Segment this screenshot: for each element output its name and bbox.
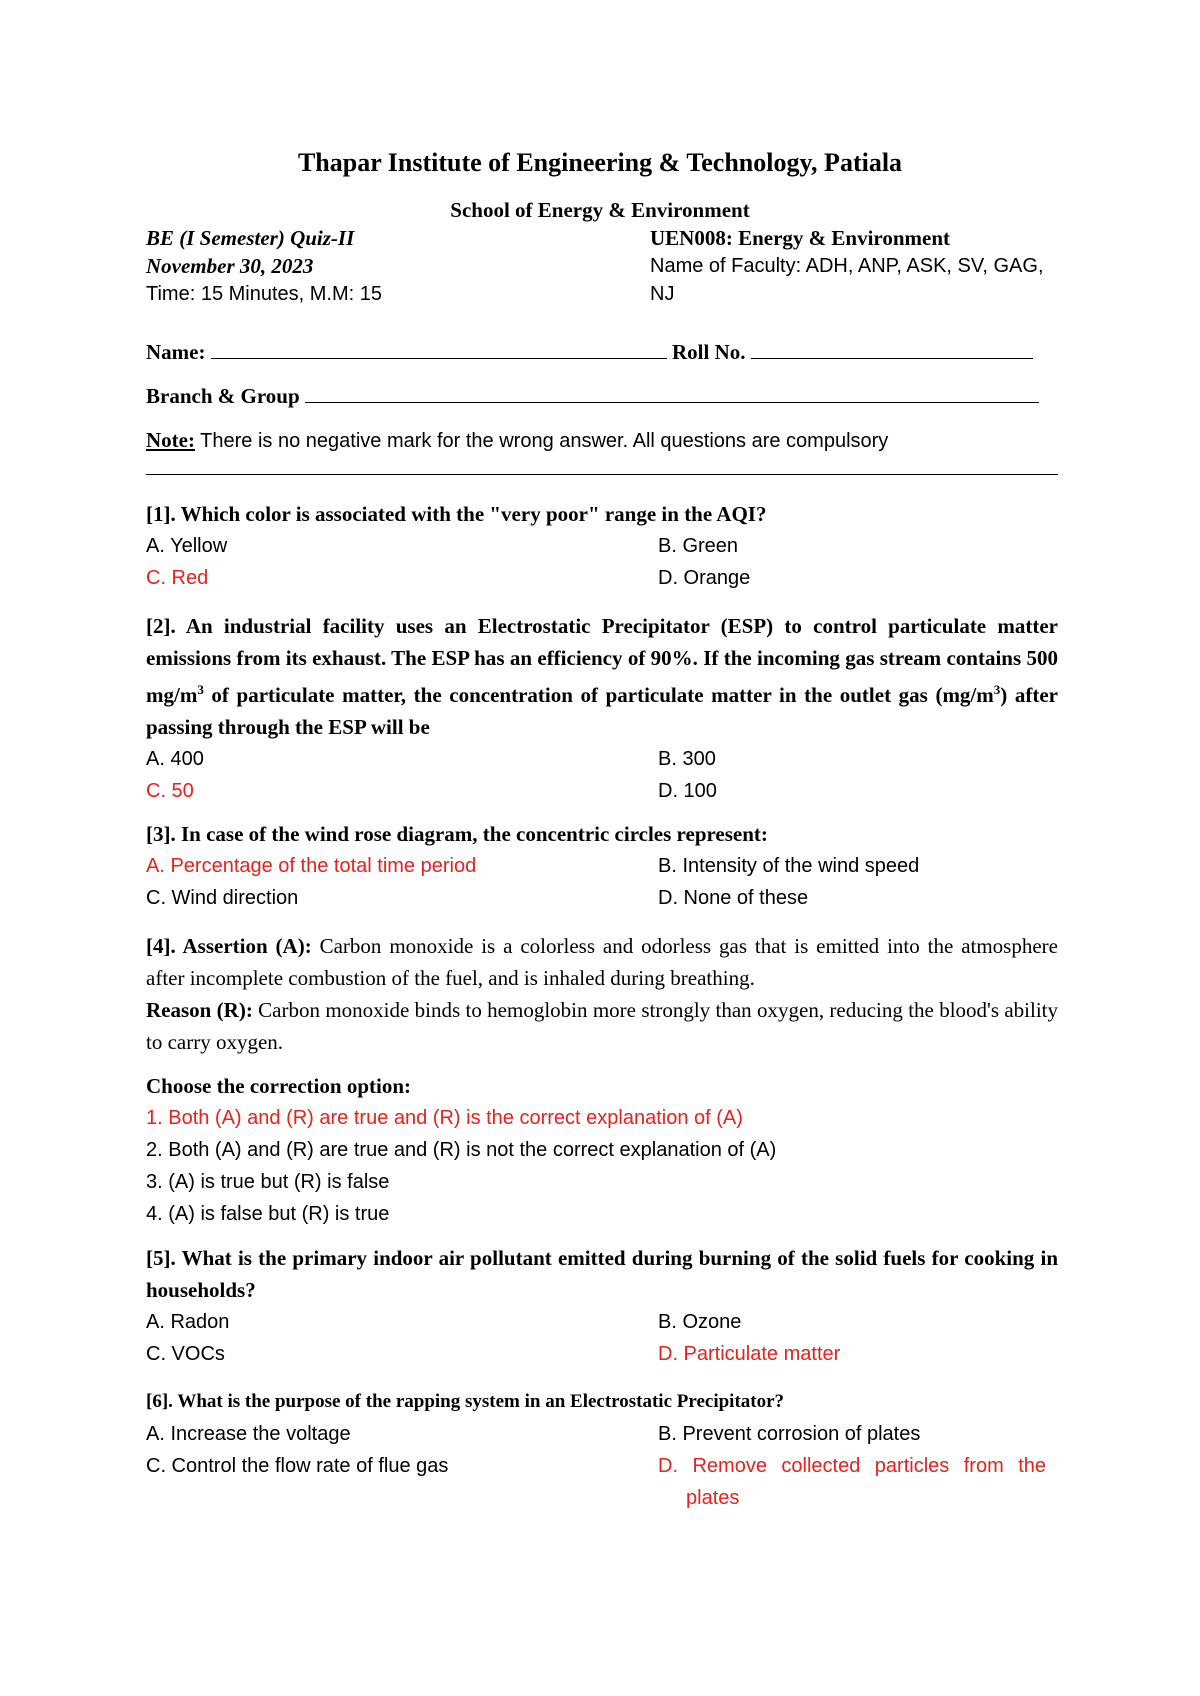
option-b[interactable]: B. Green [658, 535, 739, 557]
option-d[interactable]: D. Orange [658, 567, 751, 589]
branch-blank[interactable] [305, 382, 1039, 403]
faculty-names: Name of Faculty: ADH, ANP, ASK, SV, GAG, NJ [650, 255, 1044, 305]
note-label: Note: [146, 428, 195, 452]
choose-label: Choose the correction option: [146, 1074, 411, 1098]
option-c[interactable]: C. Control the flow rate of flue gas [146, 1455, 449, 1477]
option-c[interactable]: C. VOCs [146, 1343, 225, 1365]
assertion: [4]. Assertion (A): Carbon monoxide is a colorless and odorless gas that is emitted into the atmosphere after incomplete combustion of the fuel, and is inhaled during breathing. [146, 934, 1058, 990]
question-1 [146, 498, 1058, 594]
option-2[interactable]: 2. Both (A) and (R) are true and (R) is not the correct explanation of (A) [146, 1139, 777, 1161]
options [146, 1102, 1058, 1230]
question-stem: [1]. Which color is associated with the "very poor" range in the AQI? [146, 502, 767, 526]
option-a[interactable]: A. Yellow [146, 535, 228, 557]
option-a[interactable]: A. Radon [146, 1311, 230, 1333]
branch-label: Branch & Group [146, 384, 300, 408]
time-marks: Time: 15 Minutes, M.M: 15 [146, 283, 382, 305]
exam-date: November 30, 2023 [146, 254, 314, 278]
course-level: BE (I Semester) Quiz-II [146, 226, 355, 250]
option-b[interactable]: B. Prevent corrosion of plates [658, 1423, 921, 1445]
options [146, 850, 1058, 914]
separator-line [146, 474, 1058, 475]
option-d-answer[interactable]: D. Remove collected particles from the plates [658, 1455, 1046, 1509]
name-label: Name: [146, 340, 206, 364]
option-b[interactable]: B. Ozone [658, 1311, 742, 1333]
roll-label: Roll No. [671, 340, 746, 364]
question-2 [146, 610, 1058, 807]
option-c-answer[interactable]: C. 50 [146, 780, 194, 802]
header-left [146, 224, 626, 308]
school-name: School of Energy & Environment [450, 198, 750, 222]
options [146, 530, 1058, 594]
roll-blank[interactable] [751, 338, 1033, 359]
question-stem: [2]. An industrial facility uses an Electrostatic Precipitator (ESP) to control particulate matter emissions from its exhaust. The ESP has an efficiency of 90%. If the incoming gas stream contains 500 $mg/m^3$ of particulate matter, the concentration of particulate matter in the outlet gas $(mg/m^3)$ after passing through the ESP will be [146, 614, 1058, 739]
option-d[interactable]: D. 100 [658, 780, 717, 802]
option-a-answer[interactable]: A. Percentage of the total time period [146, 855, 477, 877]
question-3 [146, 818, 1058, 914]
reason: Reason (R): Carbon monoxide binds to hemoglobin more strongly than oxygen, reducing the blood's ability to carry oxygen. [146, 998, 1058, 1054]
question-stem: [6]. What is the purpose of the rapping system in an Electrostatic Precipitator? [146, 1391, 785, 1412]
question-stem: [5]. What is the primary indoor air pollutant emitted during burning of the solid fuels for cooking in households? [146, 1246, 1058, 1302]
question-6 [146, 1386, 1058, 1514]
note-row [146, 426, 1058, 455]
institute-title: Thapar Institute of Engineering & Technology, Patiala [297, 148, 903, 177]
option-d-answer[interactable]: D. Particulate matter [658, 1343, 841, 1365]
option-d[interactable]: D. None of these [658, 887, 809, 909]
option-a[interactable]: A. Increase the voltage [146, 1423, 351, 1445]
option-3[interactable]: 3. (A) is true but (R) is false [146, 1171, 390, 1193]
option-1-answer[interactable]: 1. Both (A) and (R) are true and (R) is the correct explanation of (A) [146, 1107, 743, 1129]
option-a[interactable]: A. 400 [146, 748, 204, 770]
question-4 [146, 930, 1058, 1230]
option-c-answer[interactable]: C. Red [146, 567, 209, 589]
course-code: UEN008: Energy & Environment [650, 226, 951, 250]
question-5 [146, 1242, 1058, 1370]
options [146, 1306, 1058, 1370]
branch-row [146, 382, 1058, 410]
name-blank[interactable] [211, 338, 667, 359]
question-stem: [3]. In case of the wind rose diagram, the concentric circles represent: [146, 822, 768, 846]
options [146, 1418, 1058, 1514]
header-right [650, 224, 1070, 308]
name-roll-row [146, 338, 1058, 366]
option-4[interactable]: 4. (A) is false but (R) is true [146, 1203, 390, 1225]
option-c[interactable]: C. Wind direction [146, 887, 299, 909]
option-b[interactable]: B. 300 [658, 748, 716, 770]
options [146, 743, 1058, 807]
option-b[interactable]: B. Intensity of the wind speed [658, 855, 920, 877]
note-text: There is no negative mark for the wrong answer. All questions are compulsory [194, 430, 889, 452]
